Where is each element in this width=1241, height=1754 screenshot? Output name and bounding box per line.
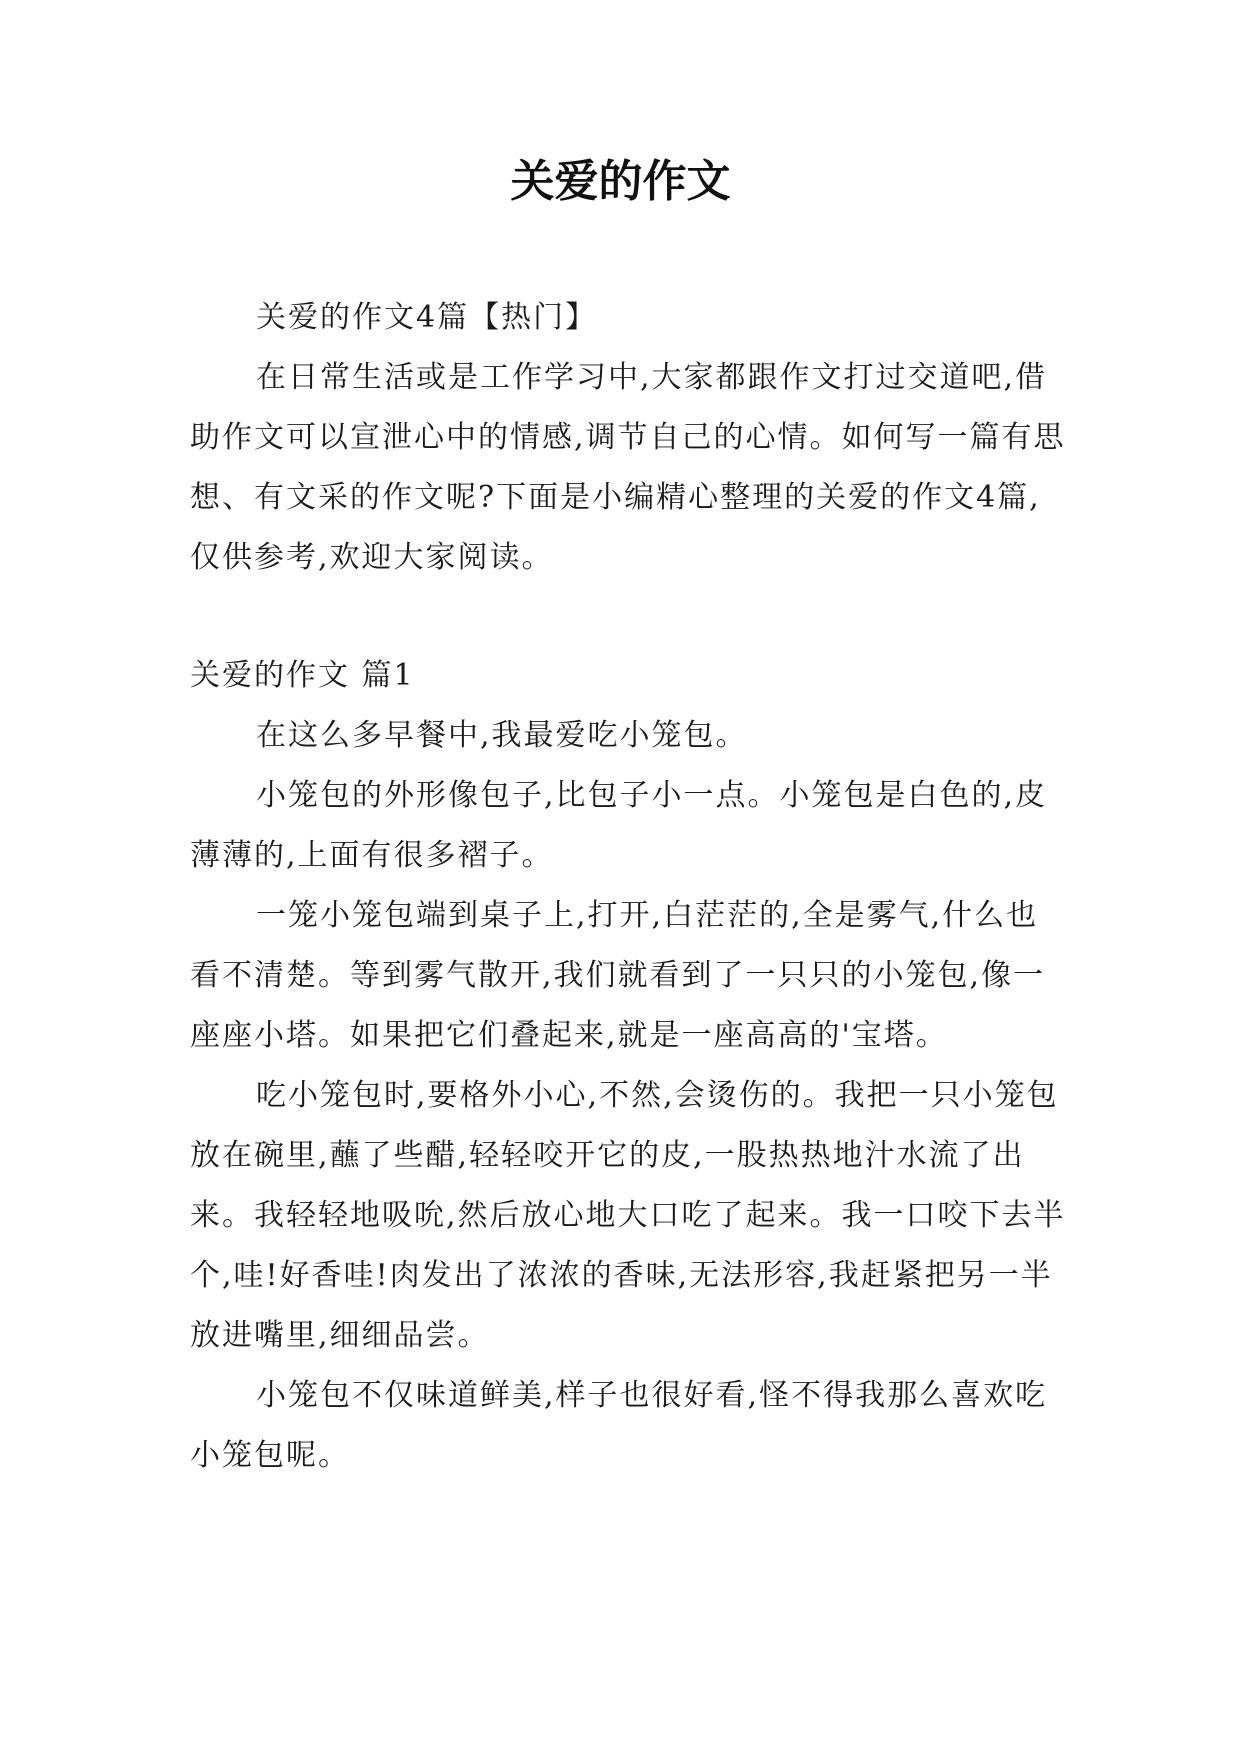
essay-paragraph-3: 一笼小笼包端到桌子上,打开,白茫茫的,全是雾气,什么也看不清楚。等到雾气散开,我们就看到了一只只的小笼包,像一座座小塔。如果把它们叠起来,就是一座高高的'宝塔。 [190,898,1046,1053]
essay-paragraph-1: 在这么多早餐中,我最爱吃小笼包。 [256,718,748,753]
section-heading: 关爱的作文 篇1 [190,658,415,693]
document-body [190,288,1070,1486]
essay-paragraph-5: 小笼包不仅味道鲜美,样子也很好看,怪不得我那么喜欢吃小笼包呢。 [190,1378,1048,1473]
essay-paragraph-2: 小笼包的外形像包子,比包子小一点。小笼包是白色的,皮薄薄的,上面有很多褶子。 [190,778,1048,873]
document-title: 关爱的作文 [510,156,731,207]
section-spacer [190,588,1070,646]
intro-paragraph: 在日常生活或是工作学习中,大家都跟作文打过交道吧,借助作文可以宣泄心中的情感,调节自己的心情。如何写一篇有思想、有文采的作文呢?下面是小编精心整理的关爱的作文4篇,仅供参考,欢迎大家阅读。 [190,360,1066,575]
intro-heading: 关爱的作文4篇【热门】 [256,300,598,335]
essay-paragraph-4: 吃小笼包时,要格外小心,不然,会烫伤的。我把一只小笼包放在碗里,蘸了些醋,轻轻咬开它的皮,一股热热地汁水流了出来。我轻轻地吸吮,然后放心地大口吃了起来。我一口咬下去半个,哇!好香哇!肉发出了浓浓的香味,无法形容,我赶紧把另一半放进嘴里,细细品尝。 [190,1078,1066,1353]
